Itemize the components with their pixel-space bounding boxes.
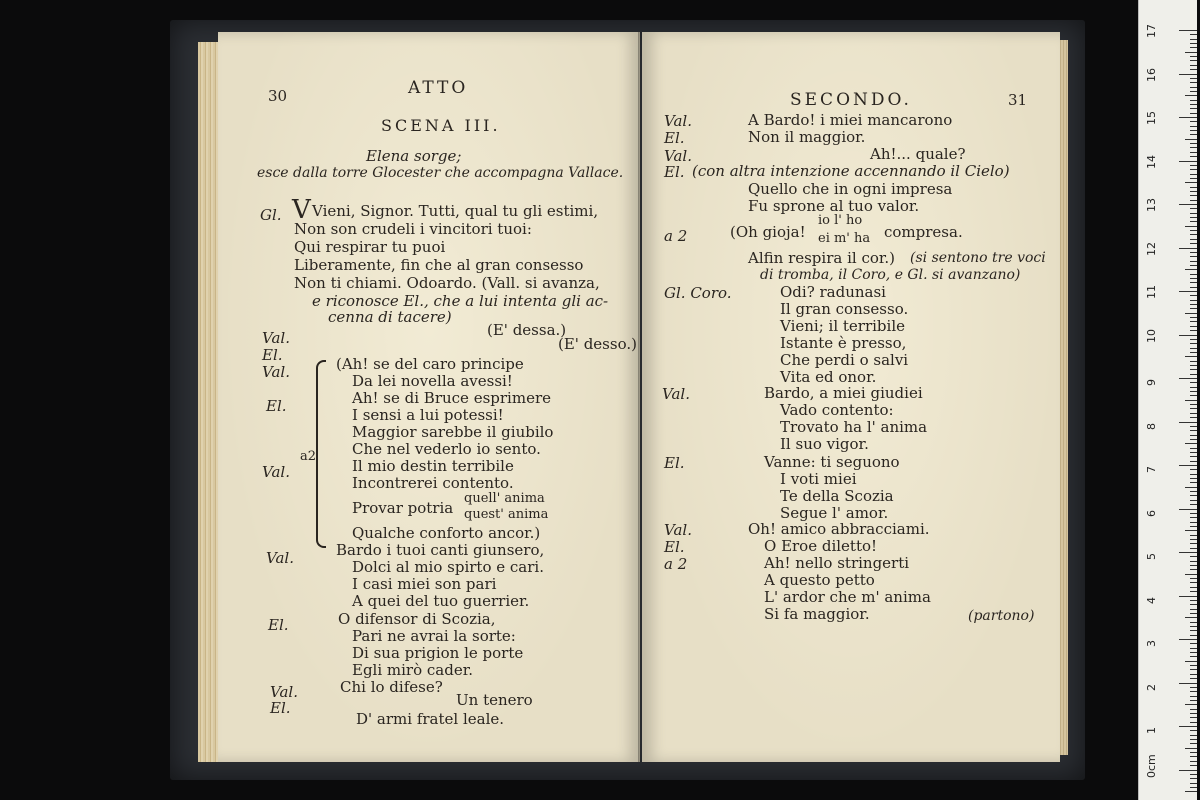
speaker: Val. bbox=[662, 385, 690, 403]
ruler-tick bbox=[1190, 82, 1197, 83]
ruler-tick bbox=[1190, 713, 1197, 714]
ruler-tick bbox=[1190, 108, 1197, 109]
ruler-tick bbox=[1179, 726, 1197, 727]
ruler-tick bbox=[1190, 604, 1197, 605]
stage-direction-exit: (partono) bbox=[968, 608, 1035, 624]
ruler-tick bbox=[1190, 152, 1197, 153]
ruler-tick bbox=[1179, 596, 1197, 597]
ruler-tick bbox=[1190, 674, 1197, 675]
ruler-tick bbox=[1185, 748, 1197, 749]
ruler-label: 12 bbox=[1145, 241, 1158, 256]
ruler-tick bbox=[1185, 95, 1197, 96]
ruler-tick bbox=[1179, 291, 1197, 292]
ruler-tick bbox=[1190, 513, 1197, 514]
ruler-tick bbox=[1190, 565, 1197, 566]
speaker: El. bbox=[270, 699, 291, 717]
speaker: a 2 bbox=[664, 227, 688, 245]
verse-line: Dolci al mio spirto e cari. bbox=[352, 558, 544, 576]
ruler-tick bbox=[1185, 139, 1197, 140]
ruler-tick bbox=[1185, 661, 1197, 662]
verse-line: Maggior sarebbe il giubilo bbox=[352, 423, 554, 441]
verse-line: Provar potria bbox=[352, 499, 454, 517]
ruler-tick bbox=[1185, 182, 1197, 183]
ruler-tick bbox=[1190, 221, 1197, 222]
ruler-tick bbox=[1185, 226, 1197, 227]
ruler-tick bbox=[1190, 656, 1197, 657]
ruler-tick bbox=[1179, 639, 1197, 640]
ruler-tick bbox=[1190, 274, 1197, 275]
ruler-tick bbox=[1190, 526, 1197, 527]
speaker: El. bbox=[664, 538, 685, 556]
ruler-tick bbox=[1190, 60, 1197, 61]
verse-line: Il suo vigor. bbox=[780, 435, 869, 453]
ruler-tick bbox=[1190, 539, 1197, 540]
ruler-tick bbox=[1190, 500, 1197, 501]
ruler-tick bbox=[1190, 482, 1197, 483]
stage-direction: e riconosce El., che a lui intenta gli ac- bbox=[312, 292, 609, 310]
ruler-tick bbox=[1190, 369, 1197, 370]
verse-line: Che nel vederlo io sento. bbox=[352, 440, 541, 458]
ruler-tick bbox=[1190, 282, 1197, 283]
ruler-tick bbox=[1190, 535, 1197, 536]
ruler-tick bbox=[1179, 161, 1197, 162]
ruler-label: 14 bbox=[1145, 154, 1158, 169]
verse-line: Non ti chiami. Odoardo. (Vall. si avanza, bbox=[294, 274, 600, 292]
ruler-tick bbox=[1190, 300, 1197, 301]
scene-title: SCENA III. bbox=[381, 116, 501, 135]
ruler-tick bbox=[1190, 382, 1197, 383]
ruler-tick bbox=[1190, 230, 1197, 231]
verse-line: Pari ne avrai la sorte: bbox=[352, 627, 516, 645]
verse-line: O Eroe diletto! bbox=[764, 537, 878, 555]
ruler-tick bbox=[1190, 239, 1197, 240]
verse-line: (Ah! se del caro principe bbox=[336, 355, 524, 373]
ruler-tick bbox=[1190, 413, 1197, 414]
ruler-tick bbox=[1190, 439, 1197, 440]
ruler-tick bbox=[1190, 304, 1197, 305]
ruler-tick bbox=[1179, 552, 1197, 553]
ruler-tick bbox=[1190, 635, 1197, 636]
verse-line: L' ardor che m' anima bbox=[764, 588, 931, 606]
ruler-tick bbox=[1190, 395, 1197, 396]
ruler-label: 9 bbox=[1145, 379, 1158, 386]
ruler-tick bbox=[1190, 700, 1197, 701]
ruler-tick bbox=[1190, 130, 1197, 131]
ruler-tick bbox=[1190, 317, 1197, 318]
ruler-tick bbox=[1179, 509, 1197, 510]
verse-line: Vita ed onor. bbox=[780, 368, 877, 386]
running-head-right: SECONDO. bbox=[790, 90, 912, 110]
ruler-tick bbox=[1190, 648, 1197, 649]
alt-text-bottom: ei m' ha bbox=[818, 231, 871, 246]
ruler-label: 11 bbox=[1145, 285, 1158, 299]
verse-line: Fu sprone al tuo valor. bbox=[748, 197, 920, 215]
ruler-tick bbox=[1190, 252, 1197, 253]
ruler-label: 0cm bbox=[1145, 753, 1158, 778]
speaker: Val. bbox=[262, 463, 290, 481]
ruler-tick bbox=[1190, 783, 1197, 784]
page-number-left: 30 bbox=[268, 87, 288, 105]
ruler-tick bbox=[1190, 609, 1197, 610]
ruler-tick bbox=[1190, 587, 1197, 588]
ruler-tick bbox=[1190, 34, 1197, 35]
verse-line: A quei del tuo guerrier. bbox=[352, 592, 530, 610]
ruler-tick bbox=[1190, 448, 1197, 449]
ruler-tick bbox=[1190, 100, 1197, 101]
ruler-tick bbox=[1185, 530, 1197, 531]
verse-line: (E' desso.) bbox=[558, 335, 637, 353]
verse-line: Oh! amico abbracciami. bbox=[748, 520, 930, 538]
ruler-tick bbox=[1190, 517, 1197, 518]
ruler-tick bbox=[1190, 569, 1197, 570]
ruler-tick bbox=[1190, 491, 1197, 492]
ruler-tick bbox=[1190, 143, 1197, 144]
ruler-tick bbox=[1190, 665, 1197, 666]
verse-line: Il mio destin terribile bbox=[352, 457, 514, 475]
ruler-tick bbox=[1185, 487, 1197, 488]
ruler-tick bbox=[1190, 722, 1197, 723]
verse-line: Qui respirar tu puoi bbox=[294, 238, 446, 256]
ruler-tick bbox=[1190, 147, 1197, 148]
verse-line: Di sua prigion le porte bbox=[352, 644, 524, 662]
speaker: Val. bbox=[262, 363, 290, 381]
ruler-tick bbox=[1190, 243, 1197, 244]
ruler-tick bbox=[1190, 408, 1197, 409]
ruler-tick bbox=[1190, 200, 1197, 201]
ruler-tick bbox=[1185, 704, 1197, 705]
ruler-label: 16 bbox=[1145, 67, 1158, 82]
verse-line: Odi? radunasi bbox=[780, 283, 886, 301]
verse-line: Non son crudeli i vincitori tuoi: bbox=[294, 220, 532, 238]
speaker: Val. bbox=[664, 147, 692, 165]
ruler-tick bbox=[1190, 522, 1197, 523]
ruler-label: 7 bbox=[1145, 466, 1158, 473]
ruler-label: 5 bbox=[1145, 553, 1158, 560]
ruler-tick bbox=[1190, 69, 1197, 70]
ruler-tick bbox=[1190, 687, 1197, 688]
duet-brace bbox=[316, 360, 326, 548]
ruler-tick bbox=[1190, 113, 1197, 114]
speaker: a 2 bbox=[664, 555, 688, 573]
ruler-tick bbox=[1190, 691, 1197, 692]
verse-line: Ah! se di Bruce esprimere bbox=[352, 389, 551, 407]
ruler-tick bbox=[1185, 356, 1197, 357]
ruler-label: 2 bbox=[1145, 683, 1158, 691]
ruler-tick bbox=[1185, 269, 1197, 270]
ruler-tick bbox=[1190, 430, 1197, 431]
ruler-tick bbox=[1190, 765, 1197, 766]
verse-line: I casi miei son pari bbox=[352, 575, 497, 593]
speaker: Val. bbox=[270, 683, 298, 701]
ruler-tick bbox=[1190, 78, 1197, 79]
verse-line: Bardo, a miei giudiei bbox=[764, 384, 923, 402]
ruler-tick bbox=[1190, 678, 1197, 679]
verse-line: Vieni, Signor. Tutti, qual tu gli estimi, bbox=[312, 202, 599, 220]
ruler-tick bbox=[1190, 47, 1197, 48]
ruler-tick bbox=[1190, 91, 1197, 92]
speaker: El. bbox=[262, 346, 283, 364]
ruler-tick bbox=[1179, 683, 1197, 684]
ruler-tick bbox=[1185, 617, 1197, 618]
ruler-tick bbox=[1190, 321, 1197, 322]
ruler-tick bbox=[1190, 256, 1197, 257]
ruler-tick bbox=[1190, 343, 1197, 344]
ruler-tick bbox=[1190, 213, 1197, 214]
ruler-tick bbox=[1190, 426, 1197, 427]
verse-line: Qualche conforto ancor.) bbox=[352, 524, 541, 542]
verse-line: Vanne: ti seguono bbox=[764, 453, 900, 471]
ruler-tick bbox=[1190, 134, 1197, 135]
ruler-tick bbox=[1179, 74, 1197, 75]
ruler-tick bbox=[1179, 204, 1197, 205]
ruler-tick bbox=[1185, 574, 1197, 575]
ruler-tick bbox=[1179, 248, 1197, 249]
ruler-tick bbox=[1190, 548, 1197, 549]
verse-line: Ah!... quale? bbox=[870, 145, 966, 163]
stage-direction: (si sentono tre voci bbox=[910, 250, 1046, 266]
stage-direction: cenna di tacere) bbox=[328, 308, 452, 326]
ruler-tick bbox=[1190, 582, 1197, 583]
ruler-tick bbox=[1190, 717, 1197, 718]
ruler-tick bbox=[1190, 295, 1197, 296]
verse-line: Che perdi o salvi bbox=[780, 351, 909, 369]
speaker: Gl. bbox=[260, 206, 282, 224]
ruler-tick bbox=[1190, 195, 1197, 196]
ruler-tick bbox=[1190, 778, 1197, 779]
speaker: Val. bbox=[664, 112, 692, 130]
ruler-tick bbox=[1190, 739, 1197, 740]
ruler-tick bbox=[1190, 752, 1197, 753]
ruler-tick bbox=[1190, 104, 1197, 105]
ruler-tick bbox=[1190, 287, 1197, 288]
ruler-tick bbox=[1190, 374, 1197, 375]
ruler-label: 4 bbox=[1145, 596, 1158, 604]
ruler-label: 8 bbox=[1145, 422, 1158, 430]
ruler-tick bbox=[1190, 626, 1197, 627]
ruler-tick bbox=[1190, 709, 1197, 710]
ruler-tick bbox=[1190, 278, 1197, 279]
verse-line: Il gran consesso. bbox=[780, 300, 909, 318]
ruler-tick bbox=[1190, 495, 1197, 496]
speaker: Val. bbox=[266, 549, 294, 567]
ruler-tick bbox=[1190, 352, 1197, 353]
ruler-tick bbox=[1190, 613, 1197, 614]
speaker: El. bbox=[664, 163, 685, 181]
ruler-tick bbox=[1190, 330, 1197, 331]
verse-line: (E' dessa.) bbox=[487, 321, 567, 339]
verse-line: Segue l' amor. bbox=[780, 504, 889, 522]
verse-line: (Oh gioja! bbox=[730, 223, 806, 241]
ruler-tick bbox=[1190, 326, 1197, 327]
verse-line: Alfin respira il cor.) bbox=[748, 249, 896, 267]
ruler-tick bbox=[1190, 761, 1197, 762]
ruler-tick bbox=[1190, 39, 1197, 40]
verse-line: Chi lo difese? bbox=[340, 678, 443, 696]
ruler-tick bbox=[1190, 165, 1197, 166]
ruler-tick bbox=[1190, 452, 1197, 453]
stage-direction: di tromba, il Coro, e Gl. si avanzano) bbox=[760, 267, 1021, 283]
measurement-ruler bbox=[1138, 0, 1197, 800]
ruler-tick bbox=[1179, 335, 1197, 336]
ruler-tick bbox=[1190, 652, 1197, 653]
ruler-tick bbox=[1190, 461, 1197, 462]
verse-line: A questo petto bbox=[764, 571, 875, 589]
ruler-tick bbox=[1190, 121, 1197, 122]
verse-line: Bardo i tuoi canti giunsero, bbox=[336, 541, 545, 559]
verse-line: Ah! nello stringerti bbox=[764, 554, 910, 572]
ruler-tick bbox=[1190, 600, 1197, 601]
verse-line: Liberamente, fin che al gran consesso bbox=[294, 256, 584, 274]
ruler-tick bbox=[1185, 313, 1197, 314]
ruler-tick bbox=[1185, 791, 1197, 792]
running-head-left: ATTO bbox=[408, 78, 469, 98]
ruler-tick bbox=[1190, 774, 1197, 775]
drop-cap: V bbox=[292, 195, 311, 225]
verse-line: Non il maggior. bbox=[748, 128, 866, 146]
ruler-tick bbox=[1190, 591, 1197, 592]
verse-line: Trovato ha l' anima bbox=[780, 418, 928, 436]
ruler-label: 15 bbox=[1145, 111, 1158, 125]
verse-line: Da lei novella avessi! bbox=[352, 372, 513, 390]
ruler-tick bbox=[1190, 730, 1197, 731]
ruler-tick bbox=[1185, 443, 1197, 444]
ruler-tick bbox=[1185, 52, 1197, 53]
speaker: Val. bbox=[262, 329, 290, 347]
speaker: El. bbox=[664, 129, 685, 147]
verse-line: Un tenero bbox=[456, 691, 533, 709]
page-number-right: 31 bbox=[1008, 91, 1028, 109]
ruler-label: 10 bbox=[1145, 328, 1158, 343]
ruler-tick bbox=[1190, 65, 1197, 66]
ruler-label: 13 bbox=[1145, 198, 1158, 212]
speaker: El. bbox=[664, 454, 685, 472]
ruler-label: 6 bbox=[1145, 509, 1158, 517]
ruler-tick bbox=[1190, 735, 1197, 736]
ruler-tick bbox=[1190, 43, 1197, 44]
ruler-tick bbox=[1190, 578, 1197, 579]
verse-line: O difensor di Scozia, bbox=[338, 610, 496, 628]
stage-direction-1: Elena sorge; bbox=[366, 147, 462, 165]
speaker: Val. bbox=[664, 521, 692, 539]
ruler-tick bbox=[1190, 126, 1197, 127]
verse-line: Si fa maggior. bbox=[764, 605, 870, 623]
ruler-tick bbox=[1190, 191, 1197, 192]
ruler-tick bbox=[1190, 543, 1197, 544]
ruler-tick bbox=[1190, 630, 1197, 631]
ruler-tick bbox=[1190, 643, 1197, 644]
ruler-tick bbox=[1179, 30, 1197, 31]
ruler-tick bbox=[1190, 404, 1197, 405]
ruler-label: 1 bbox=[1145, 727, 1158, 734]
ruler-tick bbox=[1190, 787, 1197, 788]
ruler-tick bbox=[1190, 56, 1197, 57]
ruler-tick bbox=[1190, 456, 1197, 457]
ruler-tick bbox=[1190, 743, 1197, 744]
ruler-tick bbox=[1190, 361, 1197, 362]
alt-text-bottom: quest' anima bbox=[464, 507, 549, 522]
ruler-tick bbox=[1190, 435, 1197, 436]
ruler-tick bbox=[1185, 400, 1197, 401]
verse-line: Egli mirò cader. bbox=[352, 661, 474, 679]
ruler-tick bbox=[1190, 348, 1197, 349]
ruler-tick bbox=[1190, 469, 1197, 470]
speaker: El. bbox=[268, 616, 289, 634]
stage-direction: (con altra intenzione accennando il Cielo) bbox=[692, 162, 1010, 180]
ruler-tick bbox=[1179, 378, 1197, 379]
speaker: Gl. Coro. bbox=[664, 284, 732, 302]
verse-line: Incontrerei contento. bbox=[352, 474, 514, 492]
ruler-tick bbox=[1190, 504, 1197, 505]
ruler-tick bbox=[1190, 556, 1197, 557]
verse-line: Vieni; il terribile bbox=[780, 317, 906, 335]
page-edges-left bbox=[198, 42, 220, 762]
ruler-tick bbox=[1190, 174, 1197, 175]
ruler-tick bbox=[1190, 561, 1197, 562]
verse-line: I sensi a lui potessi! bbox=[352, 406, 504, 424]
ruler-tick bbox=[1179, 422, 1197, 423]
verse-line: A Bardo! i miei mancarono bbox=[748, 111, 953, 129]
speaker: El. bbox=[266, 397, 287, 415]
verse-line: Istante è presso, bbox=[780, 334, 907, 352]
speaker: a2 bbox=[300, 449, 317, 464]
verse-line: Quello che in ogni impresa bbox=[748, 180, 953, 198]
ruler-tick bbox=[1190, 217, 1197, 218]
ruler-tick bbox=[1190, 478, 1197, 479]
ruler-tick bbox=[1190, 387, 1197, 388]
stage-direction-2: esce dalla torre Glocester che accompagna Vallace. bbox=[257, 165, 624, 181]
ruler-label: 17 bbox=[1145, 24, 1158, 38]
ruler-tick bbox=[1190, 169, 1197, 170]
ruler-tick bbox=[1190, 261, 1197, 262]
ruler-tick bbox=[1190, 178, 1197, 179]
alt-text-top: io l' ho bbox=[818, 213, 863, 228]
verse-line: D' armi fratel leale. bbox=[356, 710, 505, 728]
ruler-tick bbox=[1190, 474, 1197, 475]
ruler-tick bbox=[1190, 308, 1197, 309]
ruler-tick bbox=[1190, 87, 1197, 88]
verse-line: compresa. bbox=[884, 223, 963, 241]
verse-line: I voti miei bbox=[780, 470, 857, 488]
ruler-tick bbox=[1190, 669, 1197, 670]
ruler-tick bbox=[1190, 417, 1197, 418]
ruler-tick bbox=[1190, 756, 1197, 757]
ruler-tick bbox=[1179, 117, 1197, 118]
ruler-tick bbox=[1179, 770, 1197, 771]
ruler-label: 3 bbox=[1145, 640, 1158, 647]
ruler-tick bbox=[1190, 339, 1197, 340]
ruler-tick bbox=[1190, 696, 1197, 697]
alt-text-top: quell' anima bbox=[464, 491, 545, 506]
verse-line: Te della Scozia bbox=[780, 487, 894, 505]
ruler-tick bbox=[1190, 622, 1197, 623]
ruler-tick bbox=[1190, 265, 1197, 266]
verse-line: Vado contento: bbox=[780, 401, 894, 419]
ruler-tick bbox=[1190, 234, 1197, 235]
ruler-tick bbox=[1190, 208, 1197, 209]
ruler-tick bbox=[1190, 365, 1197, 366]
ruler-tick bbox=[1190, 156, 1197, 157]
ruler-tick bbox=[1190, 187, 1197, 188]
ruler-tick bbox=[1179, 465, 1197, 466]
ruler-tick bbox=[1190, 391, 1197, 392]
